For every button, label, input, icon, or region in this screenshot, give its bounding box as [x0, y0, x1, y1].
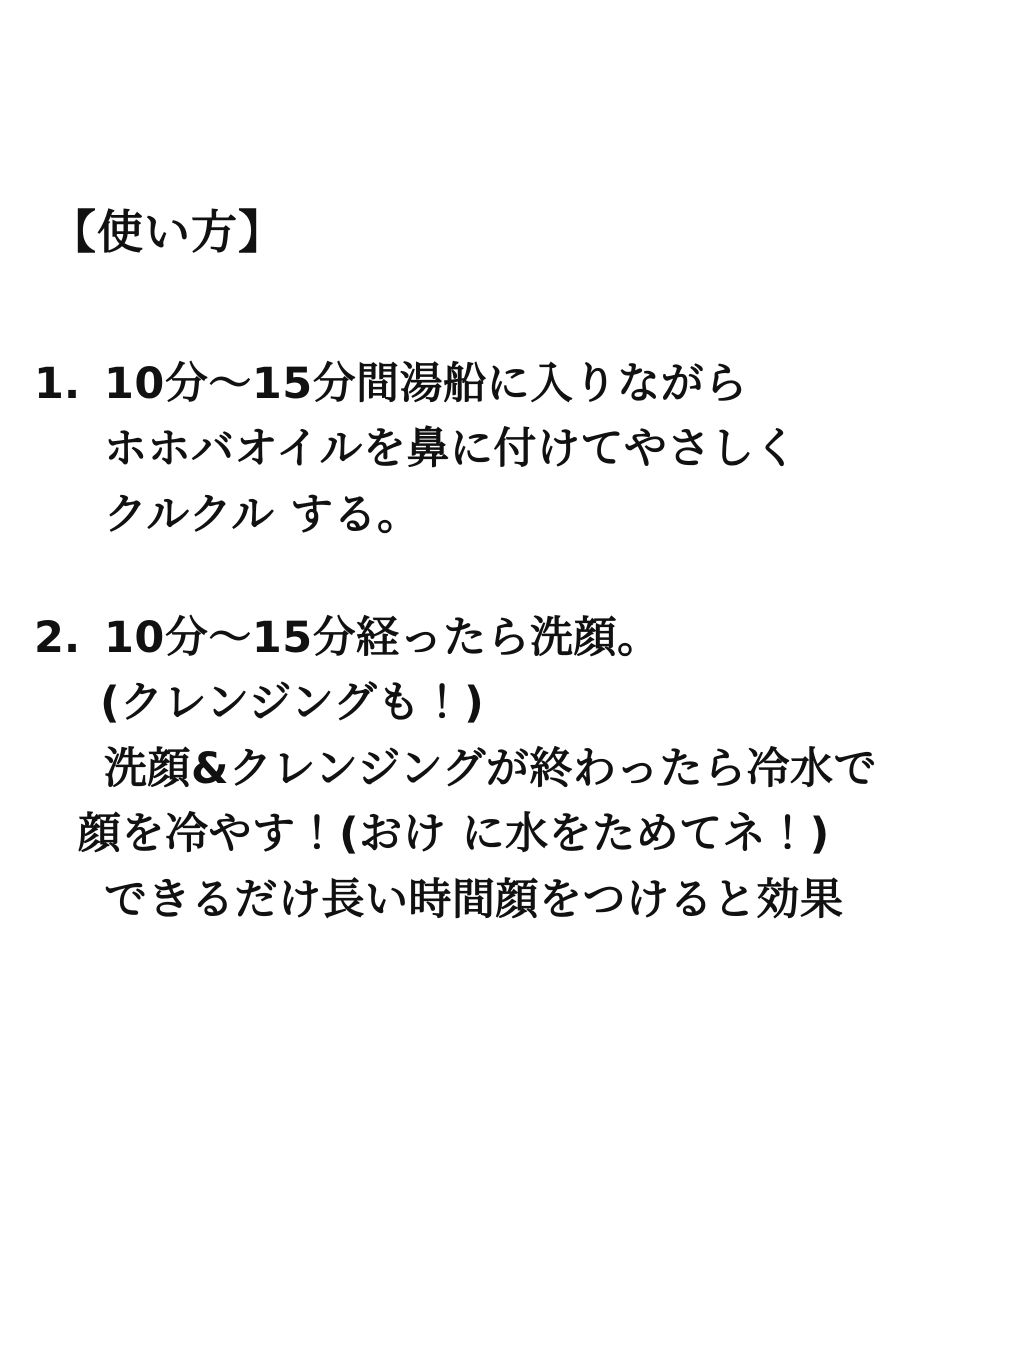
steps-list: [30, 352, 1000, 991]
step-line: 顔を冷やす！(おけ に水をためてネ！): [78, 809, 830, 860]
step-body: [78, 606, 1000, 933]
step-line: クルクル する。: [104, 489, 421, 540]
list-item: [30, 352, 1000, 548]
list-item: [30, 606, 1000, 933]
step-line: ホホバオイルを鼻に付けてやさしく: [104, 424, 798, 475]
page-title: 【使い方】: [50, 205, 285, 259]
step-number: 1.: [34, 359, 81, 409]
step-line: 10分〜15分経ったら洗顔。: [104, 613, 661, 664]
step-number: 2.: [34, 613, 81, 664]
step-body: [100, 352, 1000, 548]
step-line: 10分〜15分間湯船に入りながら: [104, 359, 748, 409]
step-line: 洗顔&クレンジングが終わったら冷水で: [104, 743, 877, 794]
step-line: (クレンジングも！): [100, 678, 485, 729]
step-line: できるだけ長い時間顔をつけると効果: [104, 874, 844, 925]
